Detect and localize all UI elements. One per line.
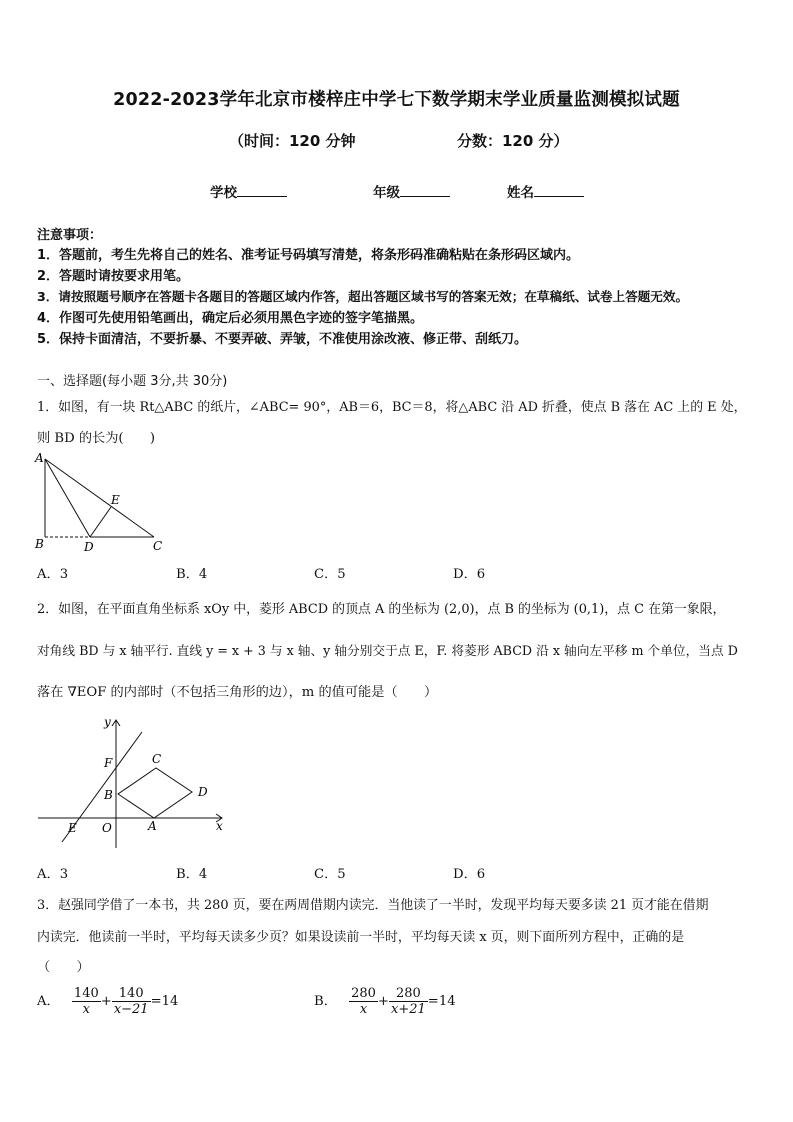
q3-text-line1: 3．赵强同学借了一本书，共 280 页，要在两周借期内读完．当他读了一半时，发现平均每天要多读 21 页才能在借期 bbox=[37, 898, 709, 913]
diagonal-bd bbox=[118, 792, 192, 794]
plus-sign: + bbox=[100, 994, 112, 1009]
notice-item: 5．保持卡面清洁，不要折暴、不要弄破、弄皱，不准使用涂改液、修正带、刮纸刀。 bbox=[37, 332, 528, 347]
plus-sign: + bbox=[377, 994, 389, 1009]
notice-heading: 注意事项： bbox=[37, 228, 103, 243]
school-blank[interactable] bbox=[237, 182, 287, 197]
label-c: C bbox=[153, 539, 163, 553]
school-label: 学校 bbox=[210, 185, 237, 201]
label-o: O bbox=[102, 821, 112, 835]
denominator: x+21 bbox=[390, 1002, 426, 1017]
q1-option-d[interactable]: D．6 bbox=[453, 567, 486, 582]
label-d: D bbox=[84, 540, 94, 554]
rhombus-abcd bbox=[118, 768, 192, 818]
notice-item: 1．答题前，考生先将自己的姓名、准考证号码填写清楚，将条形码准确粘贴在条形码区域内。 bbox=[37, 248, 580, 263]
notice-item: 4．作图可先使用铅笔画出，确定后必须用黑色字迹的签字笔描黑。 bbox=[37, 311, 424, 326]
school-field bbox=[210, 181, 287, 201]
notice-item: 3．请按照题号顺序在答题卡各题目的答题区域内作答，超出答题区域书写的答案无效；在草稿纸、试卷上答题无效。 bbox=[37, 289, 689, 304]
numerator: 140 bbox=[73, 986, 99, 1001]
q2-figure bbox=[32, 710, 232, 850]
section-title: 一、选择题(每小题 3分,共 30分) bbox=[37, 374, 228, 389]
q2-text-line1: 2．如图，在平面直角坐标系 xOy 中，菱形 ABCD 的顶点 A 的坐标为 (2,0)，点 B 的坐标为 (0,1)，点 C 在第一象限， bbox=[37, 602, 726, 617]
q3-option-a-label: A． bbox=[37, 994, 60, 1009]
label-a: A bbox=[35, 451, 44, 465]
equation-rhs: =14 bbox=[427, 994, 456, 1009]
name-field bbox=[507, 181, 584, 201]
q1-text-line2: 则 BD 的长为( ) bbox=[37, 431, 156, 446]
page-title: 2022-2023学年北京市楼梓庄中学七下数学期末学业质量监测模拟试题 bbox=[113, 90, 680, 110]
q2-option-d[interactable]: D．6 bbox=[453, 867, 486, 882]
denominator: x bbox=[359, 1002, 368, 1017]
denominator: x bbox=[82, 1002, 90, 1017]
exam-time: （时间：120 分钟 bbox=[229, 132, 356, 150]
fraction bbox=[112, 986, 151, 1017]
q3-option-a[interactable] bbox=[37, 982, 178, 1022]
fraction bbox=[349, 986, 378, 1017]
q2-option-a[interactable]: A．3 bbox=[37, 867, 69, 882]
label-x: x bbox=[216, 819, 223, 833]
q3-text-line2: 内读完．他读前一半时，平均每天读多少页？如果设读前一半时，平均每天读 x 页，则下面所列方程中，正确的是 bbox=[37, 930, 685, 945]
q2-option-b[interactable]: B．4 bbox=[176, 867, 208, 882]
denominator: x−21 bbox=[113, 1002, 149, 1017]
name-blank[interactable] bbox=[534, 182, 584, 197]
segment-ac bbox=[45, 459, 154, 537]
q1-option-c[interactable]: C．5 bbox=[314, 567, 346, 582]
label-d: D bbox=[198, 785, 208, 799]
segment-ad bbox=[45, 459, 90, 537]
q2-text-line2: 对角线 BD 与 x 轴平行. 直线 y = x + 3 与 x 轴、y 轴分别交于点 E，F. 将菱形 ABCD 沿 x 轴向左平移 m 个单位，当点 D bbox=[37, 643, 738, 658]
label-a: A bbox=[148, 819, 157, 833]
grade-label: 年级 bbox=[373, 185, 400, 201]
grade-blank[interactable] bbox=[400, 182, 450, 197]
label-b: B bbox=[104, 788, 113, 802]
q2-text-line3: 落在 ∇EOF 的内部时（不包括三角形的边），m 的值可能是（ ） bbox=[37, 685, 438, 700]
label-e: E bbox=[68, 821, 77, 835]
q3-option-b-label: B． bbox=[314, 994, 337, 1009]
q1-option-a[interactable]: A．3 bbox=[37, 567, 69, 582]
label-f: F bbox=[104, 756, 113, 770]
numerator: 280 bbox=[351, 986, 376, 1001]
q1-text-line1: 1．如图，有一块 Rt△ABC 的纸片，∠ABC= 90°，AB＝6，BC＝8，将△ABC 沿 AD 折叠，使点 B 落在 AC 上的 E 处， bbox=[37, 400, 747, 415]
numerator: 140 bbox=[112, 986, 151, 1002]
label-b: B bbox=[35, 537, 44, 551]
label-c: C bbox=[152, 752, 162, 766]
exam-score: 分数：120 分） bbox=[457, 132, 569, 150]
segment-de bbox=[90, 507, 111, 537]
q1-option-b[interactable]: B．4 bbox=[176, 567, 208, 582]
notice-item: 2．答题时请按要求用笔。 bbox=[37, 269, 190, 284]
numerator: 280 bbox=[389, 986, 428, 1002]
grade-field bbox=[373, 181, 450, 201]
q3-option-b[interactable] bbox=[314, 982, 456, 1022]
label-y: y bbox=[104, 715, 111, 729]
fraction bbox=[72, 986, 101, 1017]
q2-option-c[interactable]: C．5 bbox=[314, 867, 346, 882]
label-e: E bbox=[111, 493, 120, 507]
equation-rhs: =14 bbox=[150, 994, 179, 1009]
fraction bbox=[389, 986, 428, 1017]
q1-figure bbox=[32, 447, 172, 557]
name-label: 姓名 bbox=[507, 185, 534, 201]
q3-text-line3: （ ） bbox=[37, 960, 90, 975]
